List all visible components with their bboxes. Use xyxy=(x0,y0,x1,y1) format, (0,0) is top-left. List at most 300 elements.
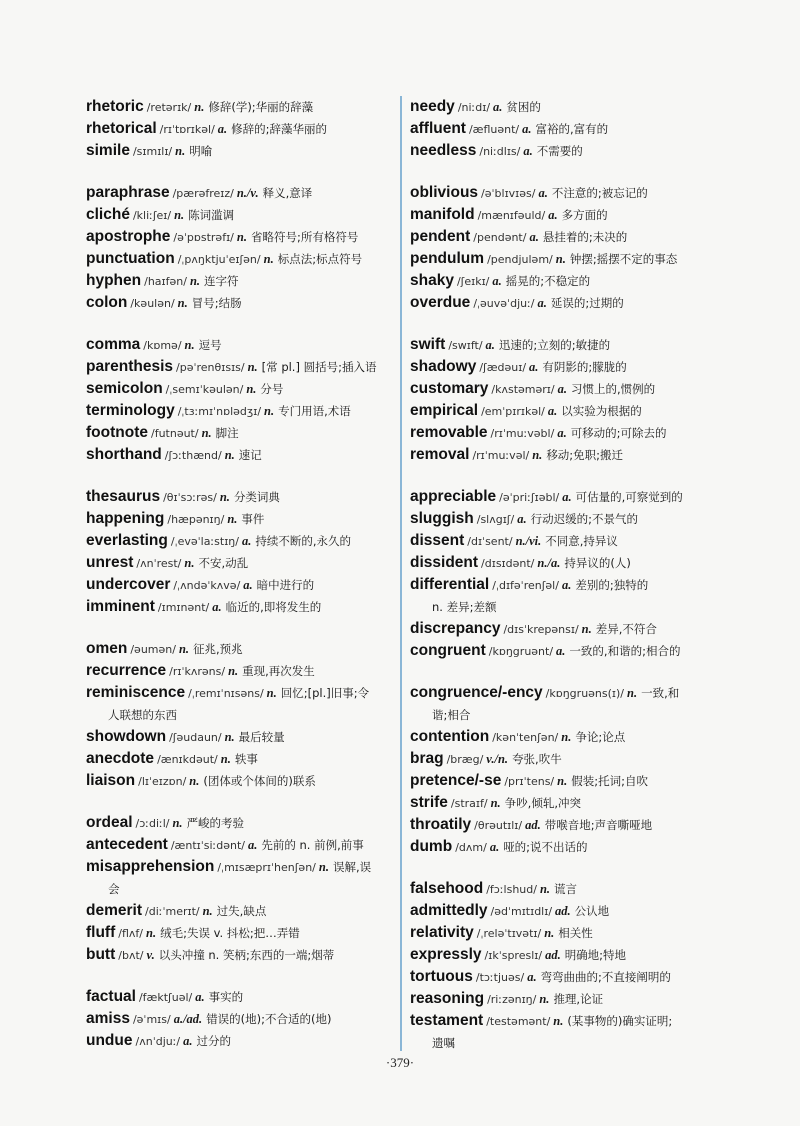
entry-word: removal xyxy=(410,446,470,463)
entry-pos: a. xyxy=(557,382,567,396)
entry-pos: n. xyxy=(194,100,205,114)
entry-ipa: /rɪˈtɒrɪkəl/ xyxy=(159,123,215,136)
entry-def: 严峻的考验 xyxy=(186,816,245,830)
entry-pos: a. xyxy=(557,426,567,440)
entry-def: 暗中进行的 xyxy=(256,578,315,592)
entry-word: rhetorical xyxy=(86,120,157,137)
entry-def: 分号 xyxy=(260,382,284,396)
vocab-entry xyxy=(410,248,720,270)
vocab-entry xyxy=(86,422,396,444)
entry-def: (团体或个体间的)联系 xyxy=(203,774,316,788)
entry-word: undercover xyxy=(86,576,171,593)
entry-pos: n. xyxy=(561,730,572,744)
entry-def: 征兆,预兆 xyxy=(193,642,243,656)
entry-def: 错误的(地);不合适的(地) xyxy=(206,1012,332,1026)
vocab-entry xyxy=(86,986,396,1008)
entry-word: throatily xyxy=(410,816,472,833)
entry-pos: a. xyxy=(183,1034,193,1048)
entry-word: reasoning xyxy=(410,990,485,1007)
vocab-entry xyxy=(86,856,396,878)
entry-word: oblivious xyxy=(410,184,479,201)
entry-def: 事实的 xyxy=(208,990,244,1004)
vocab-entry xyxy=(86,118,396,140)
entry-def: 谎言 xyxy=(554,882,578,896)
entry-pos: a. xyxy=(529,230,539,244)
entry-pos: n. xyxy=(178,642,190,656)
entry-continuation: 会 xyxy=(108,882,120,896)
entry-def: 临近的,即将发生的 xyxy=(225,600,322,614)
entry-pos: n. xyxy=(266,686,277,700)
entry-ipa: /swɪft/ xyxy=(448,339,483,352)
vocab-entry xyxy=(86,334,396,356)
vocab-entry xyxy=(86,660,396,682)
entry-ipa: /kəulən/ xyxy=(130,297,175,310)
entry-def: 贫困的 xyxy=(506,100,541,114)
entry-pos: n. xyxy=(627,686,638,700)
entry-pos: n. xyxy=(174,208,185,222)
vocab-entry xyxy=(410,270,720,292)
entry-word: apostrophe xyxy=(86,228,171,245)
entry-def: 差异,不符合 xyxy=(595,622,657,636)
entry-word: affluent xyxy=(410,120,466,137)
vocab-entry xyxy=(410,378,720,400)
entry-word: demerit xyxy=(86,902,142,919)
entry-def: 过分的 xyxy=(196,1034,232,1048)
entry-ipa: /pendjuləm/ xyxy=(487,253,553,266)
entry-word: rhetoric xyxy=(86,98,144,115)
entry-def: 延误的;过期的 xyxy=(550,296,624,310)
vocab-entry xyxy=(86,530,396,552)
vocab-entry xyxy=(410,552,720,574)
entry-pos: a. xyxy=(548,208,558,222)
entry-ipa: /ɔːdiːl/ xyxy=(135,817,170,830)
entry-pos: n. xyxy=(555,252,566,266)
entry-ipa: /kɒŋgruənt/ xyxy=(488,645,554,658)
entry-ipa: /ænɪkdəut/ xyxy=(157,753,218,766)
vocab-entry xyxy=(410,182,720,204)
entry-pos: a. xyxy=(537,296,547,310)
entry-word: semicolon xyxy=(86,380,163,397)
column-divider xyxy=(400,96,402,1051)
entry-group xyxy=(410,486,720,662)
entry-ipa: /slʌgɪʃ/ xyxy=(476,513,515,526)
entry-pos: a. xyxy=(538,186,548,200)
entry-def: 分类词典 xyxy=(233,490,280,504)
vocab-entry xyxy=(410,966,720,988)
entry-ipa: /tɔːtjuəs/ xyxy=(475,971,525,984)
entry-pos: n. xyxy=(318,860,329,874)
vocab-entry xyxy=(410,682,720,704)
entry-def: 事件 xyxy=(241,512,265,526)
entry-def: 回忆;[pl.]旧事;令 xyxy=(280,686,370,700)
entry-ipa: /ˌʌndəˈkʌvə/ xyxy=(173,579,241,592)
entry-def: 哑的;说不出话的 xyxy=(503,840,588,854)
vocab-entry xyxy=(410,988,720,1010)
vocab-entry xyxy=(86,574,396,596)
entry-pos: n. xyxy=(220,752,231,766)
entry-pos: a. xyxy=(243,578,253,592)
entry-pos: n. xyxy=(263,252,274,266)
entry-ipa: /dɪˈsent/ xyxy=(467,535,513,548)
entry-ipa: /ˌtɜːmɪˈnɒlədʒɪ/ xyxy=(177,405,262,418)
vocab-entry xyxy=(86,770,396,792)
vocab-entry xyxy=(410,770,720,792)
vocab-entry xyxy=(410,400,720,422)
entry-word: customary xyxy=(410,380,489,397)
entry-ipa: /kʌstəmərɪ/ xyxy=(491,383,555,396)
vocab-entry xyxy=(410,334,720,356)
vocab-entry xyxy=(410,292,720,314)
vocab-entry xyxy=(410,486,720,508)
entry-word: pendent xyxy=(410,228,471,245)
vocab-entry xyxy=(410,530,720,552)
entry-continuation: 遗嘱 xyxy=(432,1036,455,1050)
entry-def: 释义,意译 xyxy=(262,186,313,200)
entry-def: 一致的,和谐的;相合的 xyxy=(569,644,681,658)
entry-pos: ad. xyxy=(525,818,541,832)
vocab-entry xyxy=(410,356,720,378)
entry-word: amiss xyxy=(86,1010,130,1027)
entry-def: 修辞的;辞藻华丽的 xyxy=(231,122,328,136)
entry-word: testament xyxy=(410,1012,484,1029)
vocab-entry xyxy=(86,400,396,422)
entry-word: brag xyxy=(410,750,444,767)
vocab-entry xyxy=(86,140,396,162)
entry-def: 公认地 xyxy=(574,904,610,918)
entry-pos: n. xyxy=(189,274,201,288)
entry-word: shorthand xyxy=(86,446,162,463)
entry-pos: a. xyxy=(485,338,495,352)
entry-word: swift xyxy=(410,336,446,353)
entry-ipa: /rɪˈkʌrəns/ xyxy=(169,665,226,678)
entry-def: 速记 xyxy=(238,448,262,462)
entry-pos: a. xyxy=(489,840,500,854)
entry-ipa: /ʌnˈdjuː/ xyxy=(135,1035,181,1048)
entry-ipa: /ˌəuvəˈdjuː/ xyxy=(473,297,535,310)
entry-pos: n. xyxy=(532,448,543,462)
entry-word: antecedent xyxy=(86,836,168,853)
entry-ipa: /θrəutɪlɪ/ xyxy=(474,819,523,832)
entry-word: ordeal xyxy=(86,814,133,831)
entry-pos: n. xyxy=(246,382,257,396)
entry-def: 可估量的,可察觉到的 xyxy=(575,490,683,504)
entry-def: 不同意,持异议 xyxy=(545,534,618,548)
vocab-entry xyxy=(410,444,720,466)
entry-def: 修辞(学);华丽的辞藻 xyxy=(208,100,314,114)
entry-ipa: /əˈmɪs/ xyxy=(132,1013,171,1026)
vocab-entry xyxy=(86,356,396,378)
page-number: ·379· xyxy=(385,1055,415,1070)
entry-def: 多方面的 xyxy=(561,208,608,222)
vocab-entry xyxy=(410,878,720,900)
entry-word: parenthesis xyxy=(86,358,174,375)
vocab-entry xyxy=(86,812,396,834)
entry-ipa: /ʃɔːthænd/ xyxy=(164,449,222,462)
entry-word: simile xyxy=(86,142,130,159)
entry-word: punctuation xyxy=(86,250,175,267)
entry-word: sluggish xyxy=(410,510,474,527)
entry-pos: a./ad. xyxy=(173,1012,203,1026)
entry-word: liaison xyxy=(86,772,136,789)
entry-pos: n. xyxy=(219,490,230,504)
entry-ipa: /ʃædəuɪ/ xyxy=(479,361,527,374)
entry-group xyxy=(410,96,720,162)
entry-pos: a. xyxy=(529,360,539,374)
entry-word: misapprehension xyxy=(86,858,215,875)
vocab-entry xyxy=(410,640,720,662)
vocab-entry xyxy=(86,182,396,204)
entry-ipa: /hæpənɪŋ/ xyxy=(167,513,225,526)
vocab-entry xyxy=(86,922,396,944)
entry-pos: a. xyxy=(523,144,533,158)
entry-ipa: /sɪmɪlɪ/ xyxy=(132,145,173,158)
entry-word: happening xyxy=(86,510,165,527)
entry-ipa: /æntɪˈsiːdənt/ xyxy=(170,839,245,852)
entry-def: 持续不断的,永久的 xyxy=(255,534,352,548)
entry-word: pretence/-se xyxy=(410,772,502,789)
entry-def: 一致,和 xyxy=(641,686,680,700)
entry-pos: a. xyxy=(561,578,572,592)
entry-def: 习惯上的,惯例的 xyxy=(570,382,656,396)
entry-group xyxy=(410,682,720,858)
entry-word: undue xyxy=(86,1032,133,1049)
vocab-entry xyxy=(410,422,720,444)
entry-group xyxy=(410,878,720,1054)
entry-word: imminent xyxy=(86,598,155,615)
entry-ipa: /ˌevəˈlaːstɪŋ/ xyxy=(170,535,239,548)
vocab-entry xyxy=(410,900,720,922)
entry-ipa: /bʌt/ xyxy=(118,949,144,962)
entry-pos: a. xyxy=(195,990,205,1004)
entry-pos: n./a. xyxy=(537,556,561,570)
entry-ipa: /rɪˈmuːvəl/ xyxy=(472,449,530,462)
entry-ipa: /ɪkˈspreslɪ/ xyxy=(484,949,543,962)
entry-word: shaky xyxy=(410,272,454,289)
entry-ipa: /mænɪfəuld/ xyxy=(477,209,546,222)
entry-word: discrepancy xyxy=(410,620,501,637)
entry-group xyxy=(86,182,396,314)
entry-word: colon xyxy=(86,294,128,311)
entry-word: appreciable xyxy=(410,488,497,505)
entry-def: 争论;论点 xyxy=(575,730,626,744)
entry-word: cliché xyxy=(86,206,130,223)
entry-def: 省略符号;所有格符号 xyxy=(250,230,359,244)
entry-ipa: /kɒmə/ xyxy=(143,339,182,352)
entry-ipa: /pendənt/ xyxy=(473,231,527,244)
entry-def: 绒毛;失误 v. 抖松;把…弄错 xyxy=(160,926,300,940)
vocab-entry xyxy=(86,248,396,270)
entry-word: hyphen xyxy=(86,272,142,289)
entry-ipa: /pəˈrenθɪsɪs/ xyxy=(176,361,245,374)
entry-ipa: /fæktʃuəl/ xyxy=(138,991,193,1004)
entry-def: 最后较量 xyxy=(238,730,285,744)
vocab-entry xyxy=(86,726,396,748)
entry-pos: n. xyxy=(175,144,186,158)
entry-pos: a. xyxy=(212,600,222,614)
entry-ipa: /ʌnˈrest/ xyxy=(136,557,182,570)
entry-pos: n. xyxy=(557,774,568,788)
entry-ipa: /ˌremɪˈnɪsəns/ xyxy=(188,687,264,700)
vocab-entry xyxy=(410,118,720,140)
vocab-entry xyxy=(410,574,720,596)
entry-word: reminiscence xyxy=(86,684,186,701)
entry-ipa: /kənˈtenʃən/ xyxy=(492,731,559,744)
vocab-entry xyxy=(86,378,396,400)
entry-word: unrest xyxy=(86,554,134,571)
entry-def: 轶事 xyxy=(234,752,258,766)
entry-def: 以实验为根据的 xyxy=(561,404,642,418)
entry-word: fluff xyxy=(86,924,116,941)
vocab-entry xyxy=(86,96,396,118)
entry-pos: a. xyxy=(247,838,258,852)
entry-ipa: /bræg/ xyxy=(446,753,484,766)
entry-pos: a. xyxy=(517,512,527,526)
entry-ipa: /əˈblɪvɪəs/ xyxy=(481,187,536,200)
entry-ipa: /əˈpɒstrəfɪ/ xyxy=(173,231,234,244)
vocab-entry xyxy=(410,226,720,248)
entry-group xyxy=(86,486,396,618)
entry-ipa: /ˌdɪfəˈrenʃəl/ xyxy=(492,579,559,592)
entry-group xyxy=(86,96,396,162)
entry-word: terminology xyxy=(86,402,175,419)
vocab-entry xyxy=(86,508,396,530)
entry-ipa: /əumən/ xyxy=(130,643,176,656)
entry-word: empirical xyxy=(410,402,479,419)
vocab-entry xyxy=(86,444,396,466)
entry-pos: a. xyxy=(562,490,572,504)
entry-ipa: /rɪˈmuːvəbl/ xyxy=(490,427,555,440)
vocab-entry xyxy=(86,834,396,856)
entry-ipa: /emˈpɪrɪkəl/ xyxy=(481,405,545,418)
entry-def: 弯弯曲曲的;不直接阐明的 xyxy=(540,970,671,984)
entry-pos: n. xyxy=(189,774,200,788)
entry-ipa: /haɪfən/ xyxy=(144,275,187,288)
vocab-entry xyxy=(410,922,720,944)
entry-word: showdown xyxy=(86,728,167,745)
entry-ipa: /ˌsemɪˈkəulən/ xyxy=(165,383,244,396)
vocab-entry xyxy=(410,1010,720,1032)
entry-def: 冒号;结肠 xyxy=(191,296,242,310)
entry-pos: n. xyxy=(172,816,183,830)
entry-word: dissident xyxy=(410,554,479,571)
entry-def: 陈词滥调 xyxy=(188,208,235,222)
vocab-entry xyxy=(410,836,720,858)
entry-def: 连字符 xyxy=(204,274,239,288)
entry-ipa: /lɪˈeɪzɒn/ xyxy=(138,775,187,788)
entry-pos: n. xyxy=(177,296,188,310)
entry-pos: n. xyxy=(490,796,501,810)
left-column xyxy=(86,96,396,1052)
vocab-entry xyxy=(410,792,720,814)
entry-word: omen xyxy=(86,640,128,657)
entry-pos: a. xyxy=(527,970,537,984)
entry-def: 先前的 n. 前例,前事 xyxy=(261,838,364,852)
entry-pos: a. xyxy=(217,122,228,136)
entry-def: 差别的;独特的 xyxy=(575,578,649,592)
entry-ipa: /kɒŋgruəns(ɪ)/ xyxy=(545,687,625,700)
entry-pos: a. xyxy=(492,274,502,288)
entry-ipa: /pærəfreɪz/ xyxy=(172,187,234,200)
entry-def: 行动迟缓的;不景气的 xyxy=(530,512,638,526)
entry-pos: n. xyxy=(228,664,239,678)
entry-word: anecdote xyxy=(86,750,155,767)
entry-ipa: /riːzənɪŋ/ xyxy=(487,993,537,1006)
entry-pos: a. xyxy=(493,100,503,114)
entry-continuation: 人联想的东西 xyxy=(108,708,177,722)
entry-pos: n./v. xyxy=(236,186,259,200)
entry-def: 有阴影的;朦胧的 xyxy=(542,360,627,374)
entry-ipa: /dɪsˈkrepənsɪ/ xyxy=(503,623,579,636)
entry-word: congruence/-ency xyxy=(410,684,543,701)
entry-group xyxy=(86,638,396,792)
entry-continuation: 谐;相合 xyxy=(432,708,471,722)
entry-def: 不注意的;被忘记的 xyxy=(551,186,648,200)
vocab-entry xyxy=(86,638,396,660)
vocab-entry xyxy=(86,486,396,508)
entry-def: [常 pl.] 圆括号;插入语 xyxy=(261,360,377,374)
vocab-entry xyxy=(410,814,720,836)
entry-ipa: /testəmənt/ xyxy=(486,1015,551,1028)
entry-word: factual xyxy=(86,988,136,1005)
vocab-entry xyxy=(86,226,396,248)
vocab-entry xyxy=(86,552,396,574)
entry-ipa: /ɪmɪnənt/ xyxy=(157,601,210,614)
entry-def: 脚注 xyxy=(215,426,239,440)
entry-def: 带喉音地;声音嘶哑地 xyxy=(544,818,653,832)
entry-word: everlasting xyxy=(86,532,168,549)
entry-group xyxy=(410,334,720,466)
entry-ipa: /dʌm/ xyxy=(455,841,487,854)
entry-def: 专门用语,术语 xyxy=(278,404,351,418)
entry-def: 移动;免职;搬迁 xyxy=(546,448,624,462)
entry-group xyxy=(86,986,396,1052)
entry-pos: n. xyxy=(184,556,195,570)
entry-word: admittedly xyxy=(410,902,488,919)
entry-pos: ad. xyxy=(545,948,561,962)
vocab-entry xyxy=(86,1030,396,1052)
entry-ipa: /ˌreləˈtɪvətɪ/ xyxy=(476,927,542,940)
entry-word: dissent xyxy=(410,532,465,549)
entry-def: 重现,再次发生 xyxy=(242,664,315,678)
entry-group xyxy=(86,334,396,466)
entry-ipa: /futnəut/ xyxy=(150,427,199,440)
entry-ipa: /dɪsɪdənt/ xyxy=(481,557,535,570)
vocab-entry xyxy=(86,748,396,770)
entry-ipa: /θɪˈsɔːrəs/ xyxy=(163,491,217,504)
entry-word: needy xyxy=(410,98,455,115)
entry-ipa: /diːˈmerɪt/ xyxy=(145,905,200,918)
entry-word: recurrence xyxy=(86,662,167,679)
entry-pos: a. xyxy=(556,644,566,658)
vocab-entry xyxy=(410,96,720,118)
entry-pos: n. xyxy=(264,404,275,418)
entry-word: congruent xyxy=(410,642,486,659)
entry-ipa: /flʌf/ xyxy=(118,927,143,940)
entry-word: removable xyxy=(410,424,488,441)
entry-pos: n. xyxy=(544,926,555,940)
entry-def: 钟摆;摇摆不定的事态 xyxy=(569,252,678,266)
vocab-entry xyxy=(86,1008,396,1030)
entry-word: falsehood xyxy=(410,880,484,897)
entry-group xyxy=(86,812,396,966)
vocab-entry xyxy=(410,726,720,748)
entry-def: 摇晃的;不稳定的 xyxy=(505,274,591,288)
entry-def: 误解,误 xyxy=(332,860,372,874)
entry-def: 过失,缺点 xyxy=(216,904,267,918)
vocab-entry xyxy=(410,618,720,640)
entry-def: 富裕的,富有的 xyxy=(535,122,609,136)
entry-pos: a. xyxy=(522,122,532,136)
